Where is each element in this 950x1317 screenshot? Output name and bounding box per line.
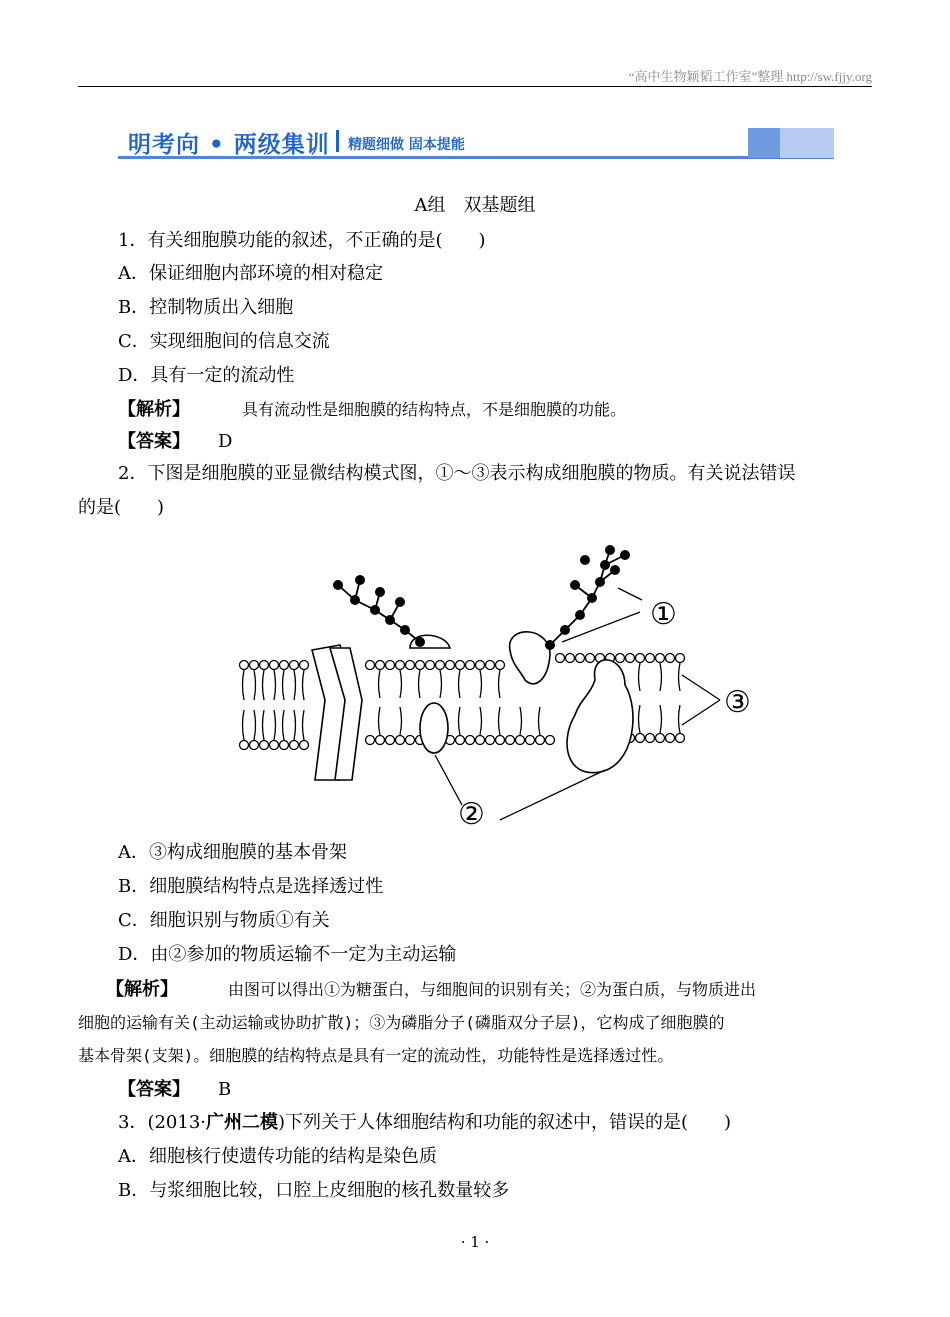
q1-option-c: C．实现细胞间的信息交流 (118, 331, 330, 352)
banner-subtitle: 精题细做 固本提能 (348, 137, 465, 153)
page-number: · 1 · (460, 1233, 490, 1251)
q2-option-a: A．③构成细胞膜的基本骨架 (118, 842, 347, 863)
q3-stem-prefix: 3．(2013· (118, 1112, 207, 1133)
q2-analysis-line1: 由图可以得出①为糖蛋白，与细胞间的识别有关；②为蛋白质，与物质进出 (228, 980, 757, 999)
sugar-chains (338, 550, 625, 645)
q2-option-c: C．细胞识别与物质①有关 (118, 910, 330, 931)
channel-protein (312, 645, 362, 780)
diagram-label-3: ③ (724, 685, 751, 720)
q3-option-a: A．细胞核行使遗传功能的结构是染色质 (118, 1146, 437, 1167)
q2-option-b: B．细胞膜结构特点是选择透过性 (118, 876, 384, 897)
q1-stem: 1．有关细胞膜功能的叙述，不正确的是( ) (118, 230, 486, 251)
section-title: A组 双基题组 (414, 195, 536, 216)
diagram-label-2: ② (458, 797, 485, 830)
q2-answer-label: 【答案】 (118, 1079, 190, 1100)
q1-answer-label: 【答案】 (118, 431, 190, 452)
q2-analysis-line2: 细胞的运输有关(主动运输或协助扩散)；③为磷脂分子(磷脂双分子层)，它构成了细胞膜的 (78, 1013, 725, 1032)
q3-stem-source: 广州二模 (206, 1112, 279, 1133)
q1-analysis-label: 【解析】 (118, 399, 190, 420)
q1-analysis: 具有流动性是细胞膜的结构特点，不是细胞膜的功能。 (242, 400, 627, 419)
q1-answer: D (218, 431, 233, 452)
banner-decor-block (748, 128, 780, 158)
q2-stem-line1: 2．下图是细胞膜的亚显微结构模式图，①～③表示构成细胞膜的物质。有关说法错误 (118, 463, 796, 484)
cell-membrane-diagram (230, 530, 790, 830)
q1-option-a: A．保证细胞内部环境的相对稳定 (118, 263, 383, 284)
q3-stem (118, 1111, 731, 1135)
banner-separator (336, 130, 339, 152)
q2-answer: B (218, 1079, 232, 1100)
q2-stem-line2: 的是( ) (78, 497, 165, 518)
q1-option-d: D．具有一定的流动性 (118, 365, 295, 386)
q2-analysis-line3: 基本骨架(支架)。细胞膜的结构特点是具有一定的流动性，功能特性是选择透过性。 (78, 1046, 674, 1065)
banner-title: 明考向 • 两级集训 (128, 132, 330, 158)
header-source-text: “高中生物颖韬工作室”整理 http://sw.fjjy.org (628, 69, 872, 84)
q2-option-d: D．由②参加的物质运输不一定为主动运输 (118, 944, 457, 965)
glycoprotein-surface (410, 632, 550, 684)
header-rule (78, 86, 872, 87)
diagram-label-1: ① (650, 597, 677, 632)
q3-option-b: B．与浆细胞比较，口腔上皮细胞的核孔数量较多 (118, 1180, 510, 1201)
carrier-protein-small (420, 703, 448, 753)
banner-decor-block (780, 128, 834, 158)
q2-analysis-label: 【解析】 (106, 979, 178, 1000)
carrier-protein-large (567, 660, 633, 773)
leader-lines (435, 588, 720, 820)
section-banner (118, 124, 834, 159)
q1-option-b: B．控制物质出入细胞 (118, 297, 294, 318)
q3-stem-suffix: )下列关于人体细胞结构和功能的叙述中，错误的是( ) (278, 1112, 732, 1133)
